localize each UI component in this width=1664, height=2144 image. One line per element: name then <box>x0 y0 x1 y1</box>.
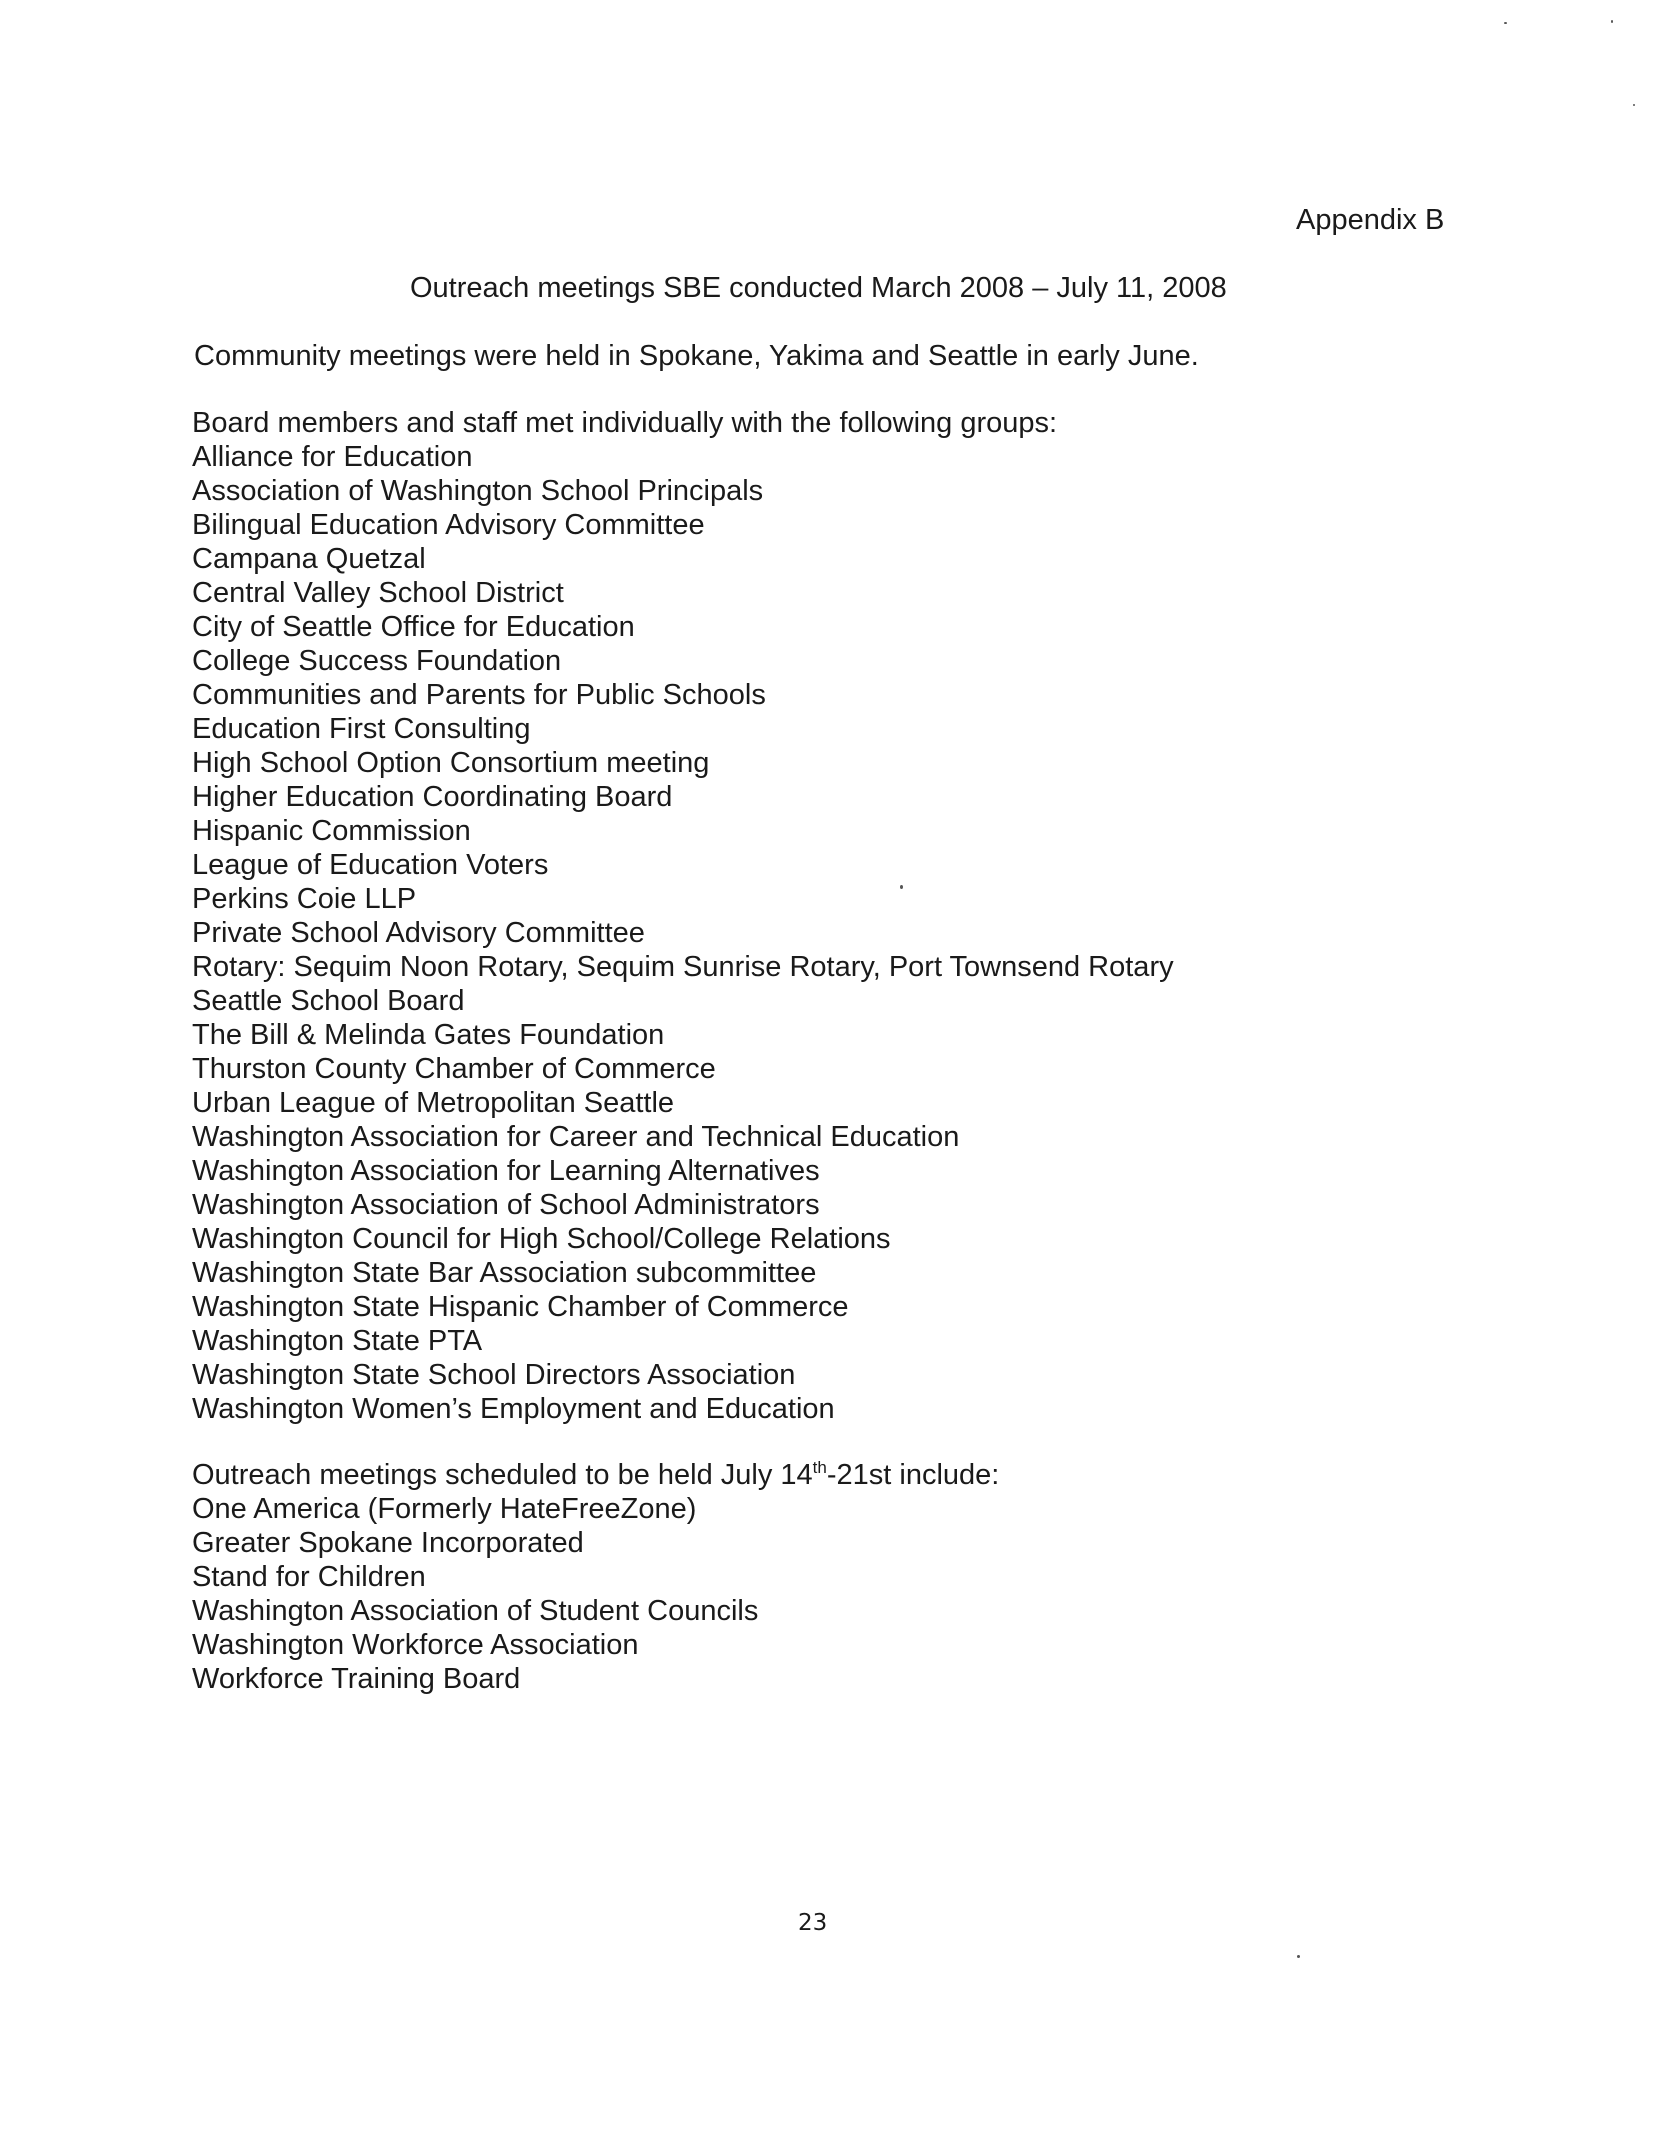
organization-list-item: Washington State Bar Association subcommittee <box>192 1257 817 1289</box>
scheduled-list-item: Washington Association of Student Councils <box>192 1595 759 1627</box>
organization-list-item: Urban League of Metropolitan Seattle <box>192 1087 675 1119</box>
organization-list-item: Campana Quetzal <box>192 543 426 575</box>
organization-list-item: Thurston County Chamber of Commerce <box>192 1053 716 1085</box>
organization-list-item: Washington State PTA <box>192 1325 483 1357</box>
appendix-label: Appendix B <box>1296 204 1445 236</box>
organization-list-item: College Success Foundation <box>192 645 562 677</box>
scheduled-list-item: One America (Formerly HateFreeZone) <box>192 1493 697 1525</box>
scheduled-list-item: Washington Workforce Association <box>192 1629 639 1661</box>
organization-list-item: Alliance for Education <box>192 441 473 473</box>
organization-list-item: Seattle School Board <box>192 985 465 1017</box>
met-groups-list <box>192 440 1174 1426</box>
page-number: 23 <box>798 1910 828 1936</box>
scheduled-heading-prefix: Outreach meetings scheduled to be held July 14 <box>192 1459 813 1491</box>
organization-list-item: Washington Association of School Administrators <box>192 1189 820 1221</box>
scheduled-heading-suffix: -21st include: <box>826 1459 1000 1491</box>
organization-list-item: Perkins Coie LLP <box>192 883 417 915</box>
scheduled-heading <box>192 1458 999 1492</box>
scheduled-list <box>192 1492 999 1696</box>
organization-list-item: Bilingual Education Advisory Committee <box>192 509 705 541</box>
organization-list-item: Washington Association for Career and Technical Education <box>192 1121 960 1153</box>
scan-speck <box>1611 20 1613 23</box>
scheduled-list-item: Workforce Training Board <box>192 1663 521 1695</box>
scheduled-section <box>192 1458 999 1696</box>
organization-list-item: Communities and Parents for Public Schools <box>192 679 766 711</box>
scheduled-heading-superscript: th <box>812 1458 827 1477</box>
scan-speck <box>1504 22 1507 24</box>
organization-list-item: The Bill & Melinda Gates Foundation <box>192 1019 665 1051</box>
organization-list-item: Higher Education Coordinating Board <box>192 781 673 813</box>
organization-list-item: Education First Consulting <box>192 713 531 745</box>
organization-list-item: Hispanic Commission <box>192 815 471 847</box>
intro-paragraph: Community meetings were held in Spokane, Yakima and Seattle in early June. <box>194 340 1199 372</box>
met-groups-heading: Board members and staff met individually with the following groups: <box>192 407 1058 439</box>
organization-list-item: City of Seattle Office for Education <box>192 611 635 643</box>
document-title: Outreach meetings SBE conducted March 2008 – July 11, 2008 <box>410 272 1227 304</box>
organization-list-item: Central Valley School District <box>192 577 564 609</box>
organization-list-item: Washington Council for High School/College Relations <box>192 1223 891 1255</box>
scan-speck <box>1297 1955 1300 1958</box>
organization-list-item: Washington Women’s Employment and Education <box>192 1393 835 1425</box>
met-groups-section <box>192 406 1174 1426</box>
organization-list-item: Association of Washington School Principals <box>192 475 764 507</box>
organization-list-item: Washington Association for Learning Alternatives <box>192 1155 820 1187</box>
organization-list-item: League of Education Voters <box>192 849 549 881</box>
scan-speck <box>1633 104 1635 106</box>
organization-list-item: Private School Advisory Committee <box>192 917 645 949</box>
scan-speck <box>900 885 903 889</box>
organization-list-item: High School Option Consortium meeting <box>192 747 710 779</box>
organization-list-item: Washington State Hispanic Chamber of Commerce <box>192 1291 849 1323</box>
organization-list-item: Washington State School Directors Association <box>192 1359 796 1391</box>
scheduled-list-item: Stand for Children <box>192 1561 426 1593</box>
organization-list-item: Rotary: Sequim Noon Rotary, Sequim Sunrise Rotary, Port Townsend Rotary <box>192 951 1174 983</box>
scheduled-list-item: Greater Spokane Incorporated <box>192 1527 584 1559</box>
